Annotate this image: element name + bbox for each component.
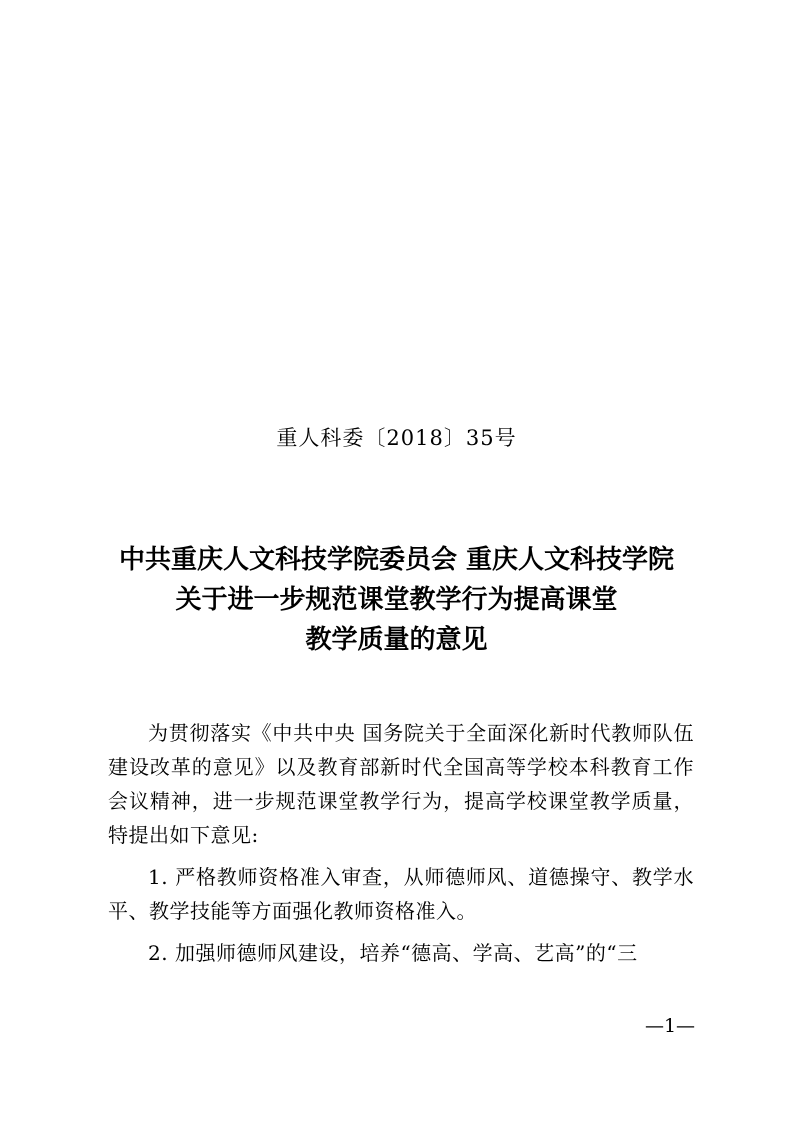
- title-line: 关于进一步规范课堂教学行为提高课堂: [175, 585, 618, 615]
- page-number: —1—: [644, 1015, 696, 1037]
- document-number: 重人科委〔2018〕35号: [276, 426, 517, 450]
- document-title: [60, 540, 733, 660]
- body-paragraph: 为贯彻落实《中共中央 国务院关于全面深化新时代教师队伍建设改革的意见》以及教育部新时代全国高等学校本科教育工作会议精神，进一步规范课堂教学行为，提高学校课堂教学质量，特提出如下意见:: [108, 721, 694, 847]
- document-body: [108, 716, 694, 978]
- title-line: 中共重庆人文科技学院委员会 重庆人文科技学院: [118, 545, 675, 575]
- body-paragraph: 1. 严格教师资格准入审查，从师德师风、道德操守、教学水平、教学技能等方面强化教师资格准入。: [108, 865, 694, 923]
- title-line: 教学质量的意见: [305, 625, 488, 655]
- body-paragraph: 2. 加强师德师风建设，培养“德高、学高、艺高”的“三: [148, 941, 638, 965]
